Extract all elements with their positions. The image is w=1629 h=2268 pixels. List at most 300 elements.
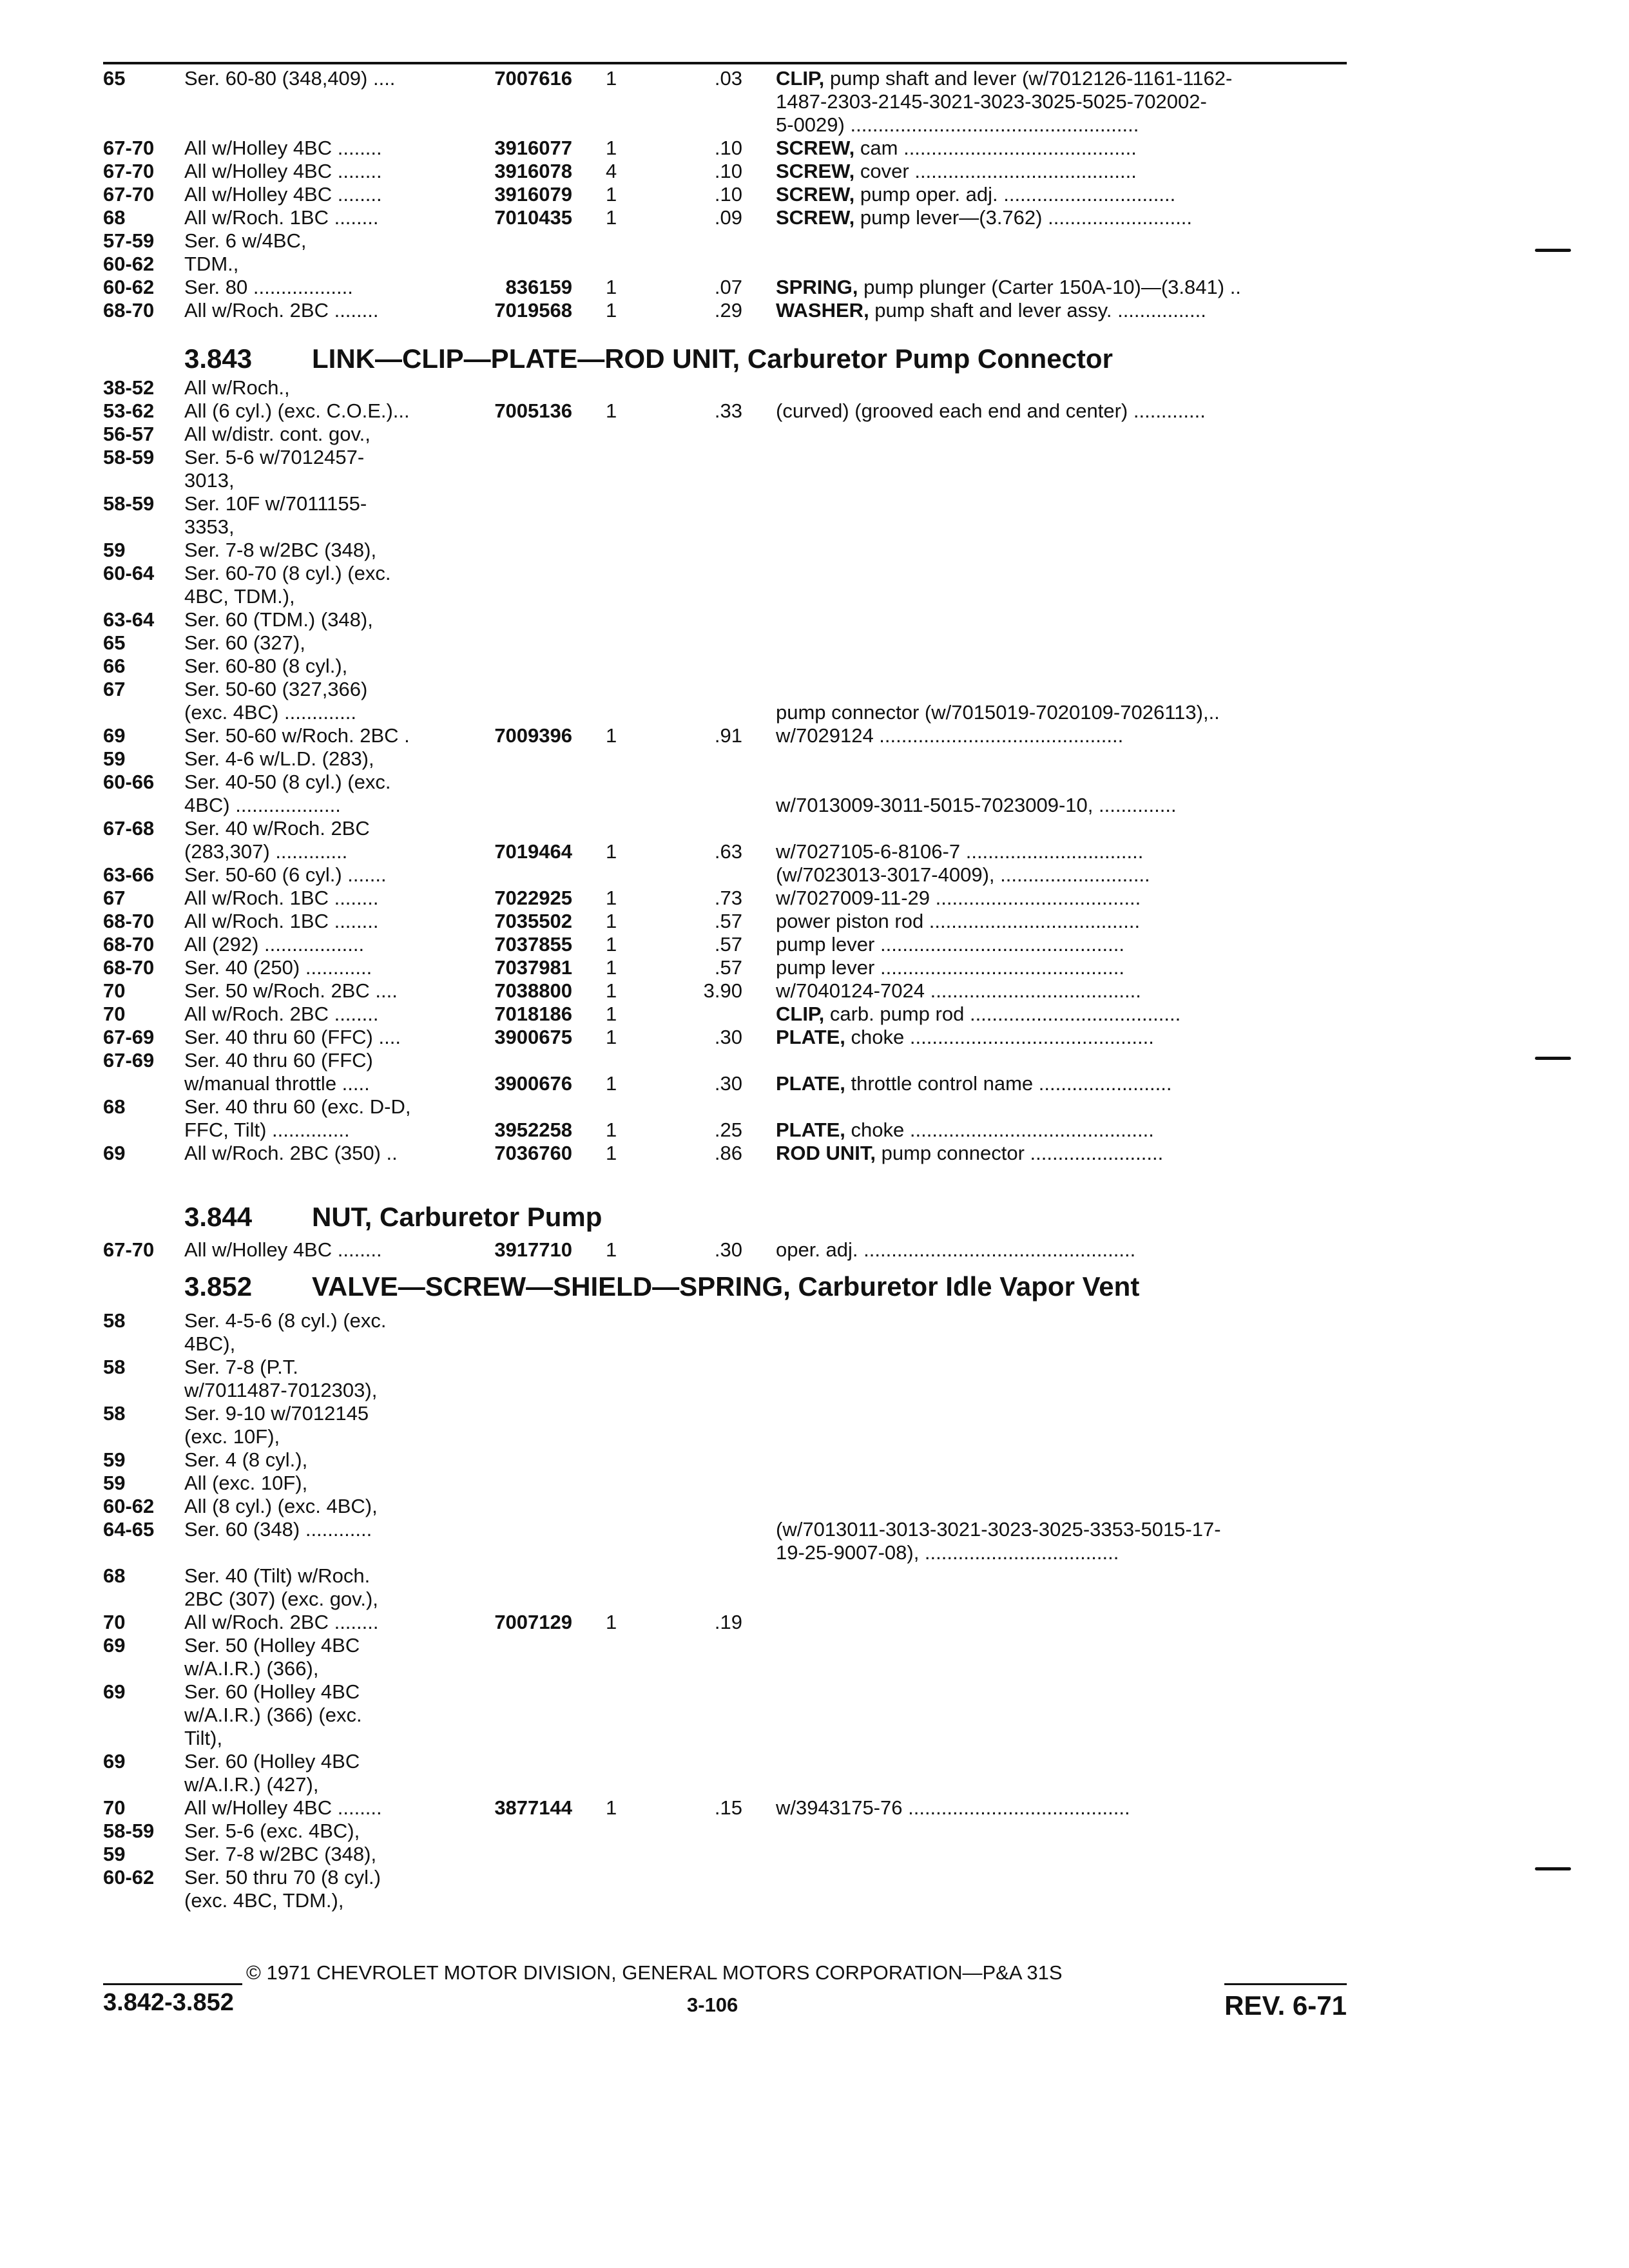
parts-row (0, 1704, 1629, 1727)
part-description (776, 1238, 1135, 1262)
application: All w/Roch. 2BC ........ (184, 1003, 379, 1025)
parts-row (0, 1003, 1629, 1026)
part-details: pump connector ........................ (876, 1142, 1164, 1164)
application: Ser. 40 thru 60 (FFC) (184, 1049, 373, 1072)
parts-row (0, 655, 1629, 678)
price: .10 (714, 160, 742, 182)
model-years: 60-64 (103, 562, 155, 584)
model-years: 68-70 (103, 956, 155, 979)
application: 3353, (184, 515, 235, 538)
part-details: pump lever—(3.762) .......................... (854, 206, 1193, 229)
price: .07 (714, 276, 742, 298)
quantity: 1 (606, 137, 617, 159)
parts-row (0, 423, 1629, 446)
model-years: 59 (103, 1472, 126, 1494)
part-description (776, 90, 1207, 113)
part-details: pump shaft and lever assy. ................ (869, 299, 1206, 322)
application: Ser. 40-50 (8 cyl.) (exc. (184, 771, 391, 793)
part-description (776, 840, 1143, 863)
model-years: 58-59 (103, 492, 155, 515)
parts-row (0, 1750, 1629, 1773)
part-details: choke ............................................ (845, 1119, 1154, 1141)
model-years: 67-69 (103, 1026, 155, 1048)
model-years: 58 (103, 1356, 126, 1378)
section-number: 3.844 (184, 1202, 253, 1232)
quantity: 1 (606, 956, 617, 979)
part-name: SCREW, (776, 206, 855, 229)
application: 3013, (184, 469, 235, 492)
part-name: ROD UNIT, (776, 1142, 876, 1164)
model-years: 60-62 (103, 276, 155, 298)
section-number: 3.843 (184, 343, 253, 374)
parts-row (0, 137, 1629, 160)
parts-row (0, 817, 1629, 840)
parts-row (0, 1820, 1629, 1843)
parts-row (0, 1119, 1629, 1142)
parts-row (0, 299, 1629, 322)
part-details: w/3943175-76 ........................................ (776, 1796, 1130, 1819)
parts-row (0, 67, 1629, 90)
part-number: 836159 (505, 276, 572, 298)
model-years: 53-62 (103, 399, 155, 422)
application: All (6 cyl.) (exc. C.O.E.)... (184, 399, 410, 422)
parts-row (0, 539, 1629, 562)
part-number: 3900676 (494, 1072, 572, 1095)
parts-row (0, 113, 1629, 137)
model-years: 60-62 (103, 1866, 155, 1888)
application: Ser. 50 thru 70 (8 cyl.) (184, 1866, 381, 1888)
parts-row (0, 1727, 1629, 1750)
part-details: oper. adj. ................................................. (776, 1238, 1136, 1261)
application: Ser. 4-6 w/L.D. (283), (184, 747, 374, 770)
parts-row (0, 1564, 1629, 1588)
price: .15 (714, 1796, 742, 1819)
model-years: 59 (103, 539, 126, 561)
part-description (776, 933, 1124, 956)
quantity: 1 (606, 183, 617, 206)
parts-row (0, 1518, 1629, 1541)
application: 2BC (307) (exc. gov.), (184, 1588, 378, 1610)
model-years: 58 (103, 1309, 126, 1332)
application: All w/Roch. 2BC ........ (184, 299, 379, 322)
parts-row (0, 631, 1629, 655)
price: .30 (714, 1072, 742, 1095)
price: .19 (714, 1611, 742, 1633)
part-description (776, 1026, 1154, 1049)
parts-row (0, 1402, 1629, 1425)
model-years: 69 (103, 724, 126, 747)
part-name: CLIP, (776, 67, 825, 90)
price: .10 (714, 183, 742, 206)
application: All w/distr. cont. gov., (184, 423, 371, 445)
parts-row (0, 979, 1629, 1003)
quantity: 1 (606, 724, 617, 747)
parts-row (0, 933, 1629, 956)
part-number: 7019568 (494, 299, 572, 322)
model-years: 63-64 (103, 608, 155, 631)
application: (exc. 4BC) ............. (184, 701, 356, 724)
part-name: WASHER, (776, 299, 869, 322)
model-years: 59 (103, 1843, 126, 1865)
section-title: VALVE—SCREW—SHIELD—SPRING, Carburetor Idle Vapor Vent (312, 1271, 1140, 1302)
top-rule (103, 62, 1347, 64)
application: (283,307) ............. (184, 840, 348, 863)
parts-row (0, 1796, 1629, 1820)
parts-row (0, 1657, 1629, 1680)
parts-row (0, 1448, 1629, 1472)
application: All w/Roch. 1BC ........ (184, 910, 379, 932)
parts-row (0, 515, 1629, 539)
model-years: 69 (103, 1634, 126, 1657)
parts-row (0, 229, 1629, 253)
part-number: 3917710 (494, 1238, 572, 1261)
part-name: SCREW, (776, 160, 855, 182)
application: w/A.I.R.) (366) (exc. (184, 1704, 362, 1726)
model-years: 56-57 (103, 423, 155, 445)
part-details: w/7027009-11-29 ..................................... (776, 887, 1141, 909)
part-description (776, 1142, 1163, 1165)
application: Ser. 60 (348) ............ (184, 1518, 372, 1541)
parts-row (0, 1332, 1629, 1356)
model-years: 58-59 (103, 1820, 155, 1842)
price: .30 (714, 1026, 742, 1048)
part-details: pump oper. adj. ............................... (854, 183, 1176, 206)
revision-label: REV. 6-71 (1224, 1990, 1347, 2021)
price: .86 (714, 1142, 742, 1164)
model-years: 68-70 (103, 299, 155, 322)
model-years: 65 (103, 631, 126, 654)
part-details: pump shaft and lever (w/7012126-1161-1162- (824, 67, 1233, 90)
parts-row (0, 469, 1629, 492)
parts-row (0, 399, 1629, 423)
parts-row (0, 1843, 1629, 1866)
footer-rule (103, 1983, 242, 1985)
parts-row (0, 1095, 1629, 1119)
part-name: CLIP, (776, 1003, 825, 1025)
application: w/A.I.R.) (427), (184, 1773, 319, 1796)
parts-row (0, 840, 1629, 863)
application: Ser. 4 (8 cyl.), (184, 1448, 308, 1471)
part-details: w/7029124 ............................................ (776, 724, 1124, 747)
quantity: 1 (606, 1611, 617, 1633)
parts-row (0, 1611, 1629, 1634)
application: Ser. 60-80 (8 cyl.), (184, 655, 348, 677)
application: Ser. 5-6 w/7012457- (184, 446, 365, 468)
application: All (exc. 10F), (184, 1472, 308, 1494)
part-description (776, 887, 1141, 910)
model-years: 60-66 (103, 771, 155, 793)
parts-row (0, 1379, 1629, 1402)
part-description (776, 910, 1140, 933)
model-years: 70 (103, 1796, 126, 1819)
model-years: 70 (103, 979, 126, 1002)
section-range: 3.842-3.852 (103, 1989, 234, 2016)
page-number: 3-106 (687, 1994, 738, 2016)
model-years: 59 (103, 1448, 126, 1471)
application: Tilt), (184, 1727, 223, 1749)
application: w/7011487-7012303), (184, 1379, 378, 1401)
price: .57 (714, 956, 742, 979)
application: Ser. 10F w/7011155- (184, 492, 367, 515)
part-number: 3916077 (494, 137, 572, 159)
application: 4BC), (184, 1332, 236, 1355)
parts-row (0, 1773, 1629, 1796)
application: Ser. 60 (TDM.) (348), (184, 608, 373, 631)
model-years: 64-65 (103, 1518, 155, 1541)
copyright-line: © 1971 CHEVROLET MOTOR DIVISION, GENERAL MOTORS CORPORATION—P&A 31S (246, 1961, 1063, 1984)
application: Ser. 50-60 w/Roch. 2BC . (184, 724, 410, 747)
quantity: 1 (606, 910, 617, 932)
part-details: w/7013009-3011-5015-7023009-10, .............. (776, 794, 1177, 816)
part-number: 3900675 (494, 1026, 572, 1048)
model-years: 63-66 (103, 863, 155, 886)
price: 3.90 (703, 979, 742, 1002)
application: Ser. 60-70 (8 cyl.) (exc. (184, 562, 391, 584)
model-years: 68 (103, 1564, 126, 1587)
model-years: 67-70 (103, 183, 155, 206)
model-years: 60-62 (103, 253, 155, 275)
parts-row (0, 1026, 1629, 1049)
part-number: 7035502 (494, 910, 572, 932)
parts-row (0, 1356, 1629, 1379)
part-details: 19-25-9007-08), ................................... (776, 1541, 1119, 1564)
part-description (776, 1541, 1119, 1564)
model-years: 69 (103, 1680, 126, 1703)
price: .57 (714, 910, 742, 932)
part-number: 7010435 (494, 206, 572, 229)
application: Ser. 6 w/4BC, (184, 229, 307, 252)
margin-tick-mark (1535, 1867, 1571, 1870)
application: (exc. 4BC, TDM.), (184, 1889, 344, 1912)
part-number: 7007616 (494, 67, 572, 90)
price: .33 (714, 399, 742, 422)
application: All (292) .................. (184, 933, 365, 956)
parts-row (0, 701, 1629, 724)
application: All w/Roch. 2BC ........ (184, 1611, 379, 1633)
model-years: 57-59 (103, 229, 155, 252)
model-years: 67-70 (103, 160, 155, 182)
parts-row (0, 863, 1629, 887)
quantity: 1 (606, 1796, 617, 1819)
model-years: 68-70 (103, 933, 155, 956)
margin-tick-mark (1535, 249, 1571, 252)
price: .63 (714, 840, 742, 863)
model-years: 60-62 (103, 1495, 155, 1517)
part-number: 7018186 (494, 1003, 572, 1025)
parts-row (0, 376, 1629, 399)
quantity: 1 (606, 1072, 617, 1095)
part-number: 7007129 (494, 1611, 572, 1633)
application: Ser. 40 (250) ............ (184, 956, 372, 979)
quantity: 1 (606, 979, 617, 1002)
quantity: 1 (606, 933, 617, 956)
application: Ser. 60 (Holley 4BC (184, 1750, 360, 1773)
parts-row (0, 90, 1629, 113)
parts-row (0, 1425, 1629, 1448)
quantity: 1 (606, 67, 617, 90)
application: Ser. 40 w/Roch. 2BC (184, 817, 370, 840)
application: Ser. 7-8 (P.T. (184, 1356, 298, 1378)
part-details: pump lever ............................................ (776, 956, 1124, 979)
application: Ser. 40 (Tilt) w/Roch. (184, 1564, 371, 1587)
parts-row (0, 1588, 1629, 1611)
model-years: 59 (103, 747, 126, 770)
application: w/manual throttle ..... (184, 1072, 370, 1095)
parts-row (0, 1309, 1629, 1332)
parts-row (0, 1495, 1629, 1518)
application: All (8 cyl.) (exc. 4BC), (184, 1495, 378, 1517)
part-number: 3952258 (494, 1119, 572, 1141)
part-description (776, 701, 1220, 724)
price: .09 (714, 206, 742, 229)
parts-row (0, 183, 1629, 206)
part-details: 5-0029) .................................................... (776, 113, 1139, 136)
model-years: 70 (103, 1611, 126, 1633)
part-number: 3916078 (494, 160, 572, 182)
part-description (776, 137, 1137, 160)
part-number: 3877144 (494, 1796, 572, 1819)
model-years: 58 (103, 1402, 126, 1425)
application: Ser. 9-10 w/7012145 (184, 1402, 369, 1425)
model-years: 67-70 (103, 137, 155, 159)
application: FFC, Tilt) .............. (184, 1119, 350, 1141)
parts-row (0, 1142, 1629, 1165)
part-description (776, 206, 1192, 229)
parts-row (0, 492, 1629, 515)
model-years: 38-52 (103, 376, 155, 399)
part-name: SCREW, (776, 183, 855, 206)
parts-row (0, 446, 1629, 469)
application: Ser. 7-8 w/2BC (348), (184, 1843, 377, 1865)
part-name: PLATE, (776, 1119, 845, 1141)
quantity: 1 (606, 276, 617, 298)
part-description (776, 794, 1177, 817)
parts-row (0, 1634, 1629, 1657)
part-number: 7022925 (494, 887, 572, 909)
application: Ser. 50 (Holley 4BC (184, 1634, 360, 1657)
application: All w/Roch., (184, 376, 290, 399)
part-number: 7037855 (494, 933, 572, 956)
parts-row (0, 1866, 1629, 1889)
parts-row (0, 1889, 1629, 1912)
parts-row (0, 747, 1629, 771)
application: All w/Holley 4BC ........ (184, 1238, 382, 1261)
part-number: 7005136 (494, 399, 572, 422)
model-years: 68 (103, 1095, 126, 1118)
application: Ser. 60 (Holley 4BC (184, 1680, 360, 1703)
application: All w/Roch. 2BC (350) .. (184, 1142, 398, 1164)
price: .57 (714, 933, 742, 956)
application: Ser. 60-80 (348,409) .... (184, 67, 396, 90)
application: w/A.I.R.) (366), (184, 1657, 319, 1680)
price: .29 (714, 299, 742, 322)
parts-row (0, 585, 1629, 608)
quantity: 1 (606, 206, 617, 229)
part-description (776, 956, 1124, 979)
price: .91 (714, 724, 742, 747)
application: Ser. 7-8 w/2BC (348), (184, 539, 377, 561)
part-description (776, 863, 1150, 887)
part-details: cam .......................................... (854, 137, 1137, 159)
part-description (776, 1796, 1130, 1820)
parts-row (0, 1049, 1629, 1072)
model-years: 69 (103, 1142, 126, 1164)
part-description (776, 183, 1175, 206)
part-description (776, 1072, 1171, 1095)
parts-row (0, 562, 1629, 585)
part-details: carb. pump rod ...................................... (824, 1003, 1181, 1025)
quantity: 1 (606, 299, 617, 322)
parts-row (0, 608, 1629, 631)
quantity: 1 (606, 887, 617, 909)
quantity: 1 (606, 1142, 617, 1164)
model-years: 67 (103, 678, 126, 700)
part-description (776, 67, 1232, 90)
part-description (776, 1518, 1221, 1541)
parts-row (0, 887, 1629, 910)
part-details: 1487-2303-2145-3021-3023-3025-5025-702002- (776, 90, 1207, 113)
part-number: 7036760 (494, 1142, 572, 1164)
section-number: 3.852 (184, 1271, 253, 1302)
application: Ser. 5-6 (exc. 4BC), (184, 1820, 360, 1842)
part-name: PLATE, (776, 1026, 845, 1048)
application: 4BC, TDM.), (184, 585, 295, 608)
parts-row (0, 1541, 1629, 1564)
parts-row (0, 724, 1629, 747)
page-footer (103, 1957, 1347, 2035)
part-details: (w/7023013-3017-4009), ........................... (776, 863, 1150, 886)
application: (exc. 10F), (184, 1425, 280, 1448)
part-details: throttle control name ........................ (845, 1072, 1172, 1095)
application: All w/Holley 4BC ........ (184, 160, 382, 182)
quantity: 4 (606, 160, 617, 182)
parts-row (0, 160, 1629, 183)
part-details: (curved) (grooved each end and center) ............. (776, 399, 1206, 422)
model-years: 67-68 (103, 817, 155, 840)
quantity: 1 (606, 1003, 617, 1025)
part-name: SCREW, (776, 137, 855, 159)
application: Ser. 50-60 (327,366) (184, 678, 368, 700)
part-number: 7038800 (494, 979, 572, 1002)
part-description (776, 1119, 1154, 1142)
model-years: 65 (103, 67, 126, 90)
section-title: NUT, Carburetor Pump (312, 1202, 602, 1232)
parts-row (0, 206, 1629, 229)
part-details: (w/7013011-3013-3021-3023-3025-3353-5015-17- (776, 1518, 1221, 1541)
model-years: 69 (103, 1750, 126, 1773)
part-details: pump lever ............................................ (776, 933, 1124, 956)
application: Ser. 4-5-6 (8 cyl.) (exc. (184, 1309, 387, 1332)
parts-row (0, 253, 1629, 276)
part-details: pump connector (w/7015019-7020109-7026113),.. (776, 701, 1220, 724)
section-title: LINK—CLIP—PLATE—ROD UNIT, Carburetor Pump Connector (312, 343, 1113, 374)
part-details: power piston rod ...................................... (776, 910, 1141, 932)
application: 4BC) ................... (184, 794, 341, 816)
part-details: w/7027105-6-8106-7 ................................ (776, 840, 1144, 863)
part-description (776, 399, 1206, 423)
part-details: cover ........................................ (854, 160, 1137, 182)
parts-row (0, 1238, 1629, 1262)
parts-row (0, 1472, 1629, 1495)
quantity: 1 (606, 1026, 617, 1048)
price: .03 (714, 67, 742, 90)
part-description (776, 724, 1123, 747)
part-description (776, 299, 1206, 322)
price: .25 (714, 1119, 742, 1141)
quantity: 1 (606, 1119, 617, 1141)
model-years: 68-70 (103, 910, 155, 932)
parts-row (0, 794, 1629, 817)
